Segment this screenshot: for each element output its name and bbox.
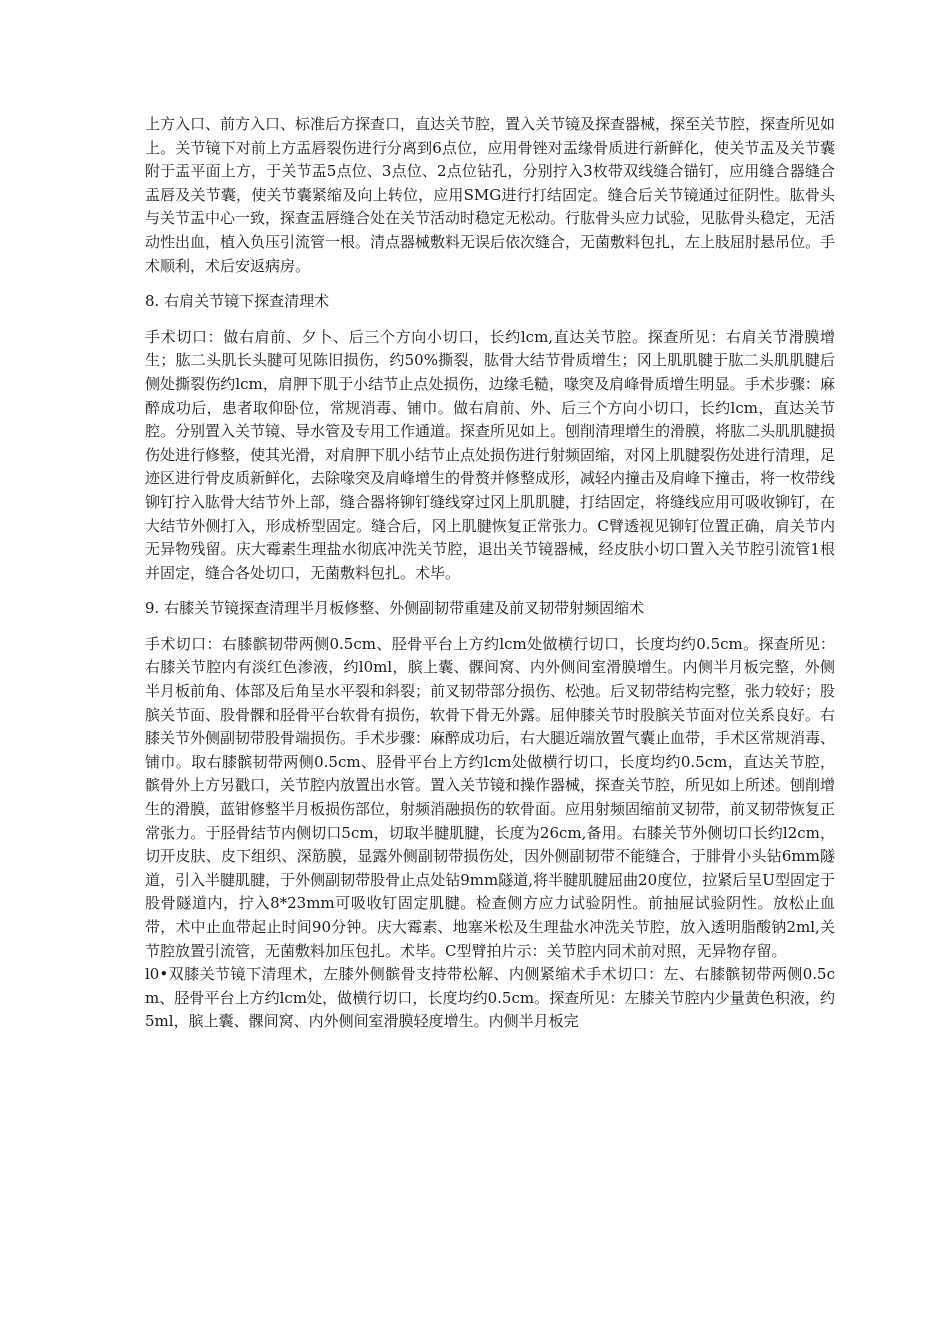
paragraph-gap	[145, 585, 835, 591]
section-heading-8: 8. 右肩关节镜下探查清理术	[145, 292, 330, 311]
paragraph-gap	[145, 278, 835, 284]
body-paragraph-1: 上方入口、前方入口、标准后方探查口，直达关节腔，置入关节镜及探查器械，探至关节腔，探查所见如上。关节镜下对前上方盂唇裂伤进行分离到6点位，应用骨锉对盂缘骨质进行新鲜化，使关节盂及关节囊附于盂平面上方，于关节盂5点位、3点位、2点位钻孔，分别拧入3枚带双线缝合锚钉，应用缝合器缝合盂唇及关节囊，使关节囊紧缩及向上转位，应用SMG进行打结固定。缝合后关节镜通过征阴性。肱骨头与关节盂中心一致，探查盂唇缝合处在关节活动时稳定无松动。行肱骨头应力试验，见肱骨头稳定，无活动性出血，植入负压引流管一根。清点器械敷料无误后依次缝合，无菌敷料包扎，左上肢屈肘悬吊位。手术顺利，术后安返病房。	[145, 115, 836, 275]
document-page	[145, 113, 835, 1034]
body-paragraph-section-10: l0•双膝关节镜下清理术，左膝外侧髌骨支持带松解、内侧紧缩术手术切口：左、右膝髌韧带两侧0.5cm、胫骨平台上方约lcm处，做横行切口，长度均约0.5cm。探查所见：左膝关节腔内少量黄色积液，约5ml，膑上囊、髁间窝、内外侧间室滑膜轻度增生。内侧半月板完	[145, 965, 835, 1031]
body-paragraph-section-8: 手术切口：做右肩前、夕卜、后三个方向小切口，长约lcm,直达关节腔。探查所见：右肩关节滑膜增生；肱二头肌长头腱可见陈旧损伤，约50%撕裂，肱骨大结节骨质增生；冈上肌肌腱于肱二头肌肌腱后侧处撕裂伤约lcm，肩胛下肌于小结节止点处损伤，边缘毛糙，喙突及肩峰骨质增生明显。手术步骤：麻醉成功后，患者取仰卧位，常规消毒、铺巾。做右肩前、外、后三个方向小切口，长约lcm，直达关节腔。分别置入关节镜、导水管及专用工作通道。探查所见如上。刨削清理增生的滑膜，将肱二头肌肌腱损伤处进行修整，使其光滑，对肩胛下肌小结节止点处损伤进行射频固缩，对冈上肌腱裂伤处进行清理，足迹区进行骨皮质新鲜化，去除喙突及肩峰增生的骨赘并修整成形，减轻内撞击及肩峰下撞击，将一枚带线铆钉拧入肱骨大结节外上部，缝合器将铆钉缝线穿过冈上肌肌腱，打结固定，将缝线应用可吸收铆钉，在大结节外侧打入，形成桥型固定。缝合后，冈上肌腱恢复正常张力。C臂透视见铆钉位置正确，肩关节内无异物残留。庆大霉素生理盐水彻底冲洗关节腔，退出关节镜器械，经皮肤小切口置入关节腔引流管1根并固定，缝合各处切口，无菌敷料包扎。术毕。	[145, 327, 836, 582]
body-paragraph-section-9: 手术切口：右膝髌韧带两侧0.5cm、胫骨平台上方约lcm处做横行切口，长度均约0.5cm。探查所见：右膝关节腔内有淡红色渗液，约l0ml，膑上囊、髁间窝、内外侧间室滑膜增生。内侧半月板完整，外侧半月板前角、体部及后角呈水平裂和斜裂；前叉韧带部分损伤、松弛。后叉韧带结构完整，张力较好；股膑关节面、股骨髁和胫骨平台软骨有损伤，软骨下骨无外露。屈伸膝关节时股膑关节面对位关系良好。右膝关节外侧副韧带股骨端损伤。手术步骤：麻醉成功后，右大腿近端放置气囊止血带，手术区常规消毒、铺巾。取右膝髌韧带两侧0.5cm、胫骨平台上方约lcm处做横行切口，长度均约0.5cm，直达关节腔，髌骨外上方另戳口，关节腔内放置出水管。置入关节镜和操作器械，探查关节腔，所见如上所述。刨削增生的滑膜，蓝钳修整半月板损伤部位，射频消融损伤的软骨面。应用射频固缩前叉韧带，前叉韧带恢复正常张力。于胫骨结节内侧切口5cm，切取半腱肌腱，长度为26cm,备用。右膝关节外侧切口长约l2cm，切开皮肤、皮下组织、深筋膜，显露外侧副韧带损伤处，因外侧副韧带不能缝合，于腓骨小头钻6mm隧道，引入半腱肌腱，于外侧副韧带股骨止点处钻9mm隧道,将半腱肌腱屈曲20度位，拉紧后呈U型固定于股骨隧道内，拧入8*23mm可吸收钉固定肌腱。检查侧方应力试验阴性。前抽屉试验阴性。放松止血带，术中止血带起止时间90分钟。庆大霉素、地塞米松及生理盐水冲洗关节腔，放入透明脂酸钠2ml,关节腔放置引流管，无菌敷料加压包扎。术毕。C型臂拍片示：关节腔内同术前对照，无异物存留。	[145, 634, 836, 960]
section-heading-9: 9. 右膝关节镜探查清理半月板修整、外侧副韧带重建及前叉韧带射频固缩术	[145, 599, 645, 618]
